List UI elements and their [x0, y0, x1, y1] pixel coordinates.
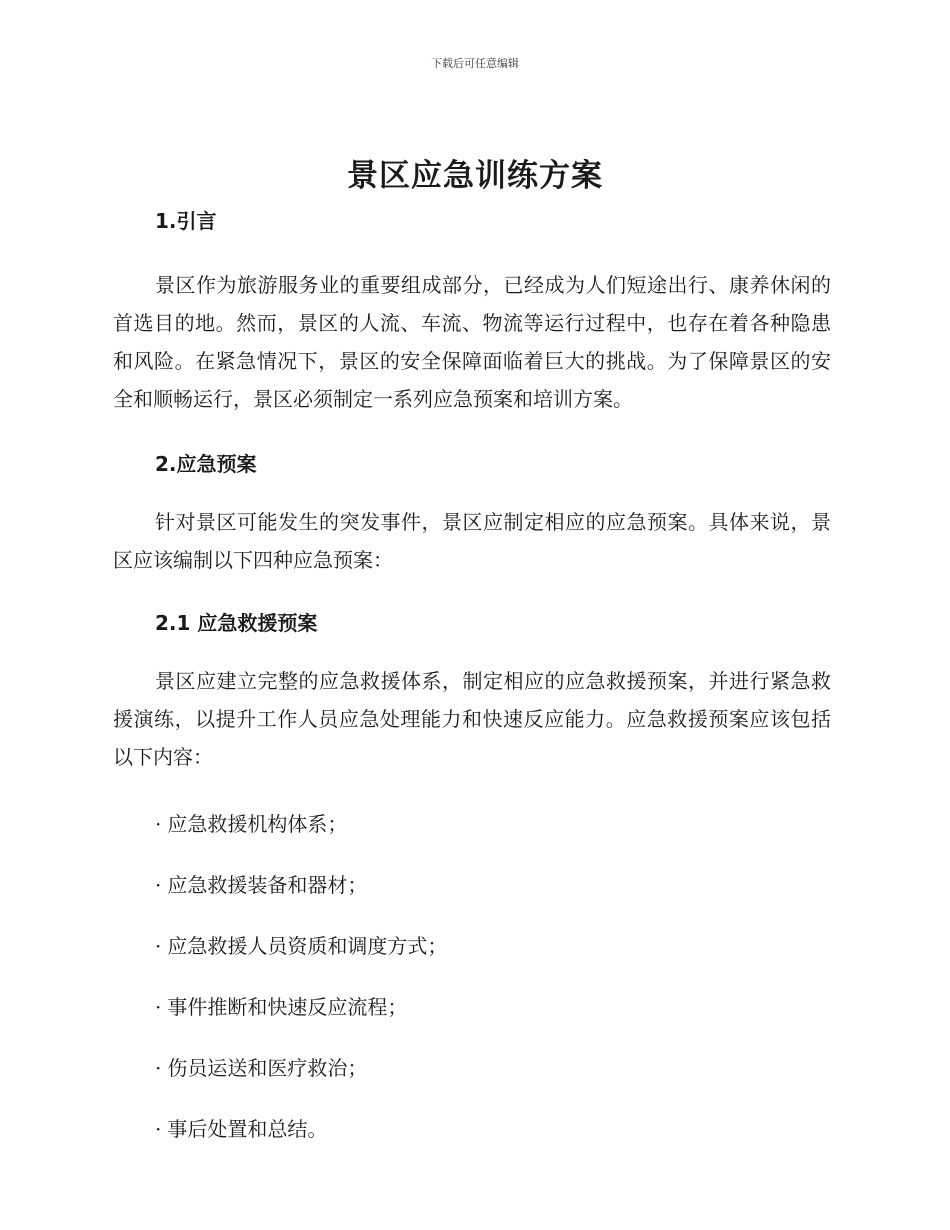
- bullet: ·: [155, 1056, 162, 1080]
- plan-paragraph: 针对景区可能发生的突发事件，景区应制定相应的应急预案。具体来说，景区应该编制以下四种应急预案：: [113, 510, 831, 572]
- bullet: ·: [155, 995, 162, 1019]
- header-note: 下载后可任意编辑: [431, 57, 519, 70]
- list-item: [113, 930, 831, 959]
- list-item-text: 应急救援机构体系；: [167, 812, 348, 836]
- list-item-text: 事后处置和总结。: [167, 1117, 328, 1141]
- intro-paragraph: 景区作为旅游服务业的重要组成部分，已经成为人们短途出行、康养休闲的首选目的地。然而，景区的人流、车流、物流等运行过程中，也存在着各种隐患和风险。在紧急情况下，景区的安全保障面临着巨大的挑战。为了保障景区的安全和顺畅运行，景区必须制定一系列应急预案和培训方案。: [113, 273, 831, 411]
- list-item: [113, 869, 831, 898]
- document-body: [113, 205, 831, 1142]
- rescue-paragraph: 景区应建立完整的应急救援体系，制定相应的应急救援预案，并进行紧急救援演练，以提升工作人员应急处理能力和快速反应能力。应急救援预案应该包括以下内容：: [113, 669, 831, 769]
- list-item-text: 应急救援人员资质和调度方式；: [167, 934, 448, 958]
- bullet: ·: [155, 934, 162, 958]
- list-item-text: 伤员运送和医疗救治；: [167, 1056, 368, 1080]
- list-item: [113, 1052, 831, 1081]
- document-title: 景区应急训练方案: [347, 158, 603, 194]
- list-item-text: 应急救援装备和器材；: [167, 873, 368, 897]
- section-heading-rescue: 2.1 应急救援预案: [155, 611, 318, 635]
- rescue-list: [113, 808, 831, 1142]
- list-item: [113, 1113, 831, 1142]
- list-item: [113, 808, 831, 837]
- list-item: [113, 991, 831, 1020]
- bullet: ·: [155, 873, 162, 897]
- list-item-text: 事件推断和快速反应流程；: [167, 995, 408, 1019]
- bullet: ·: [155, 1117, 162, 1141]
- section-heading-intro: 1.引言: [155, 209, 217, 233]
- section-heading-plan: 2.应急预案: [155, 452, 257, 476]
- bullet: ·: [155, 812, 162, 836]
